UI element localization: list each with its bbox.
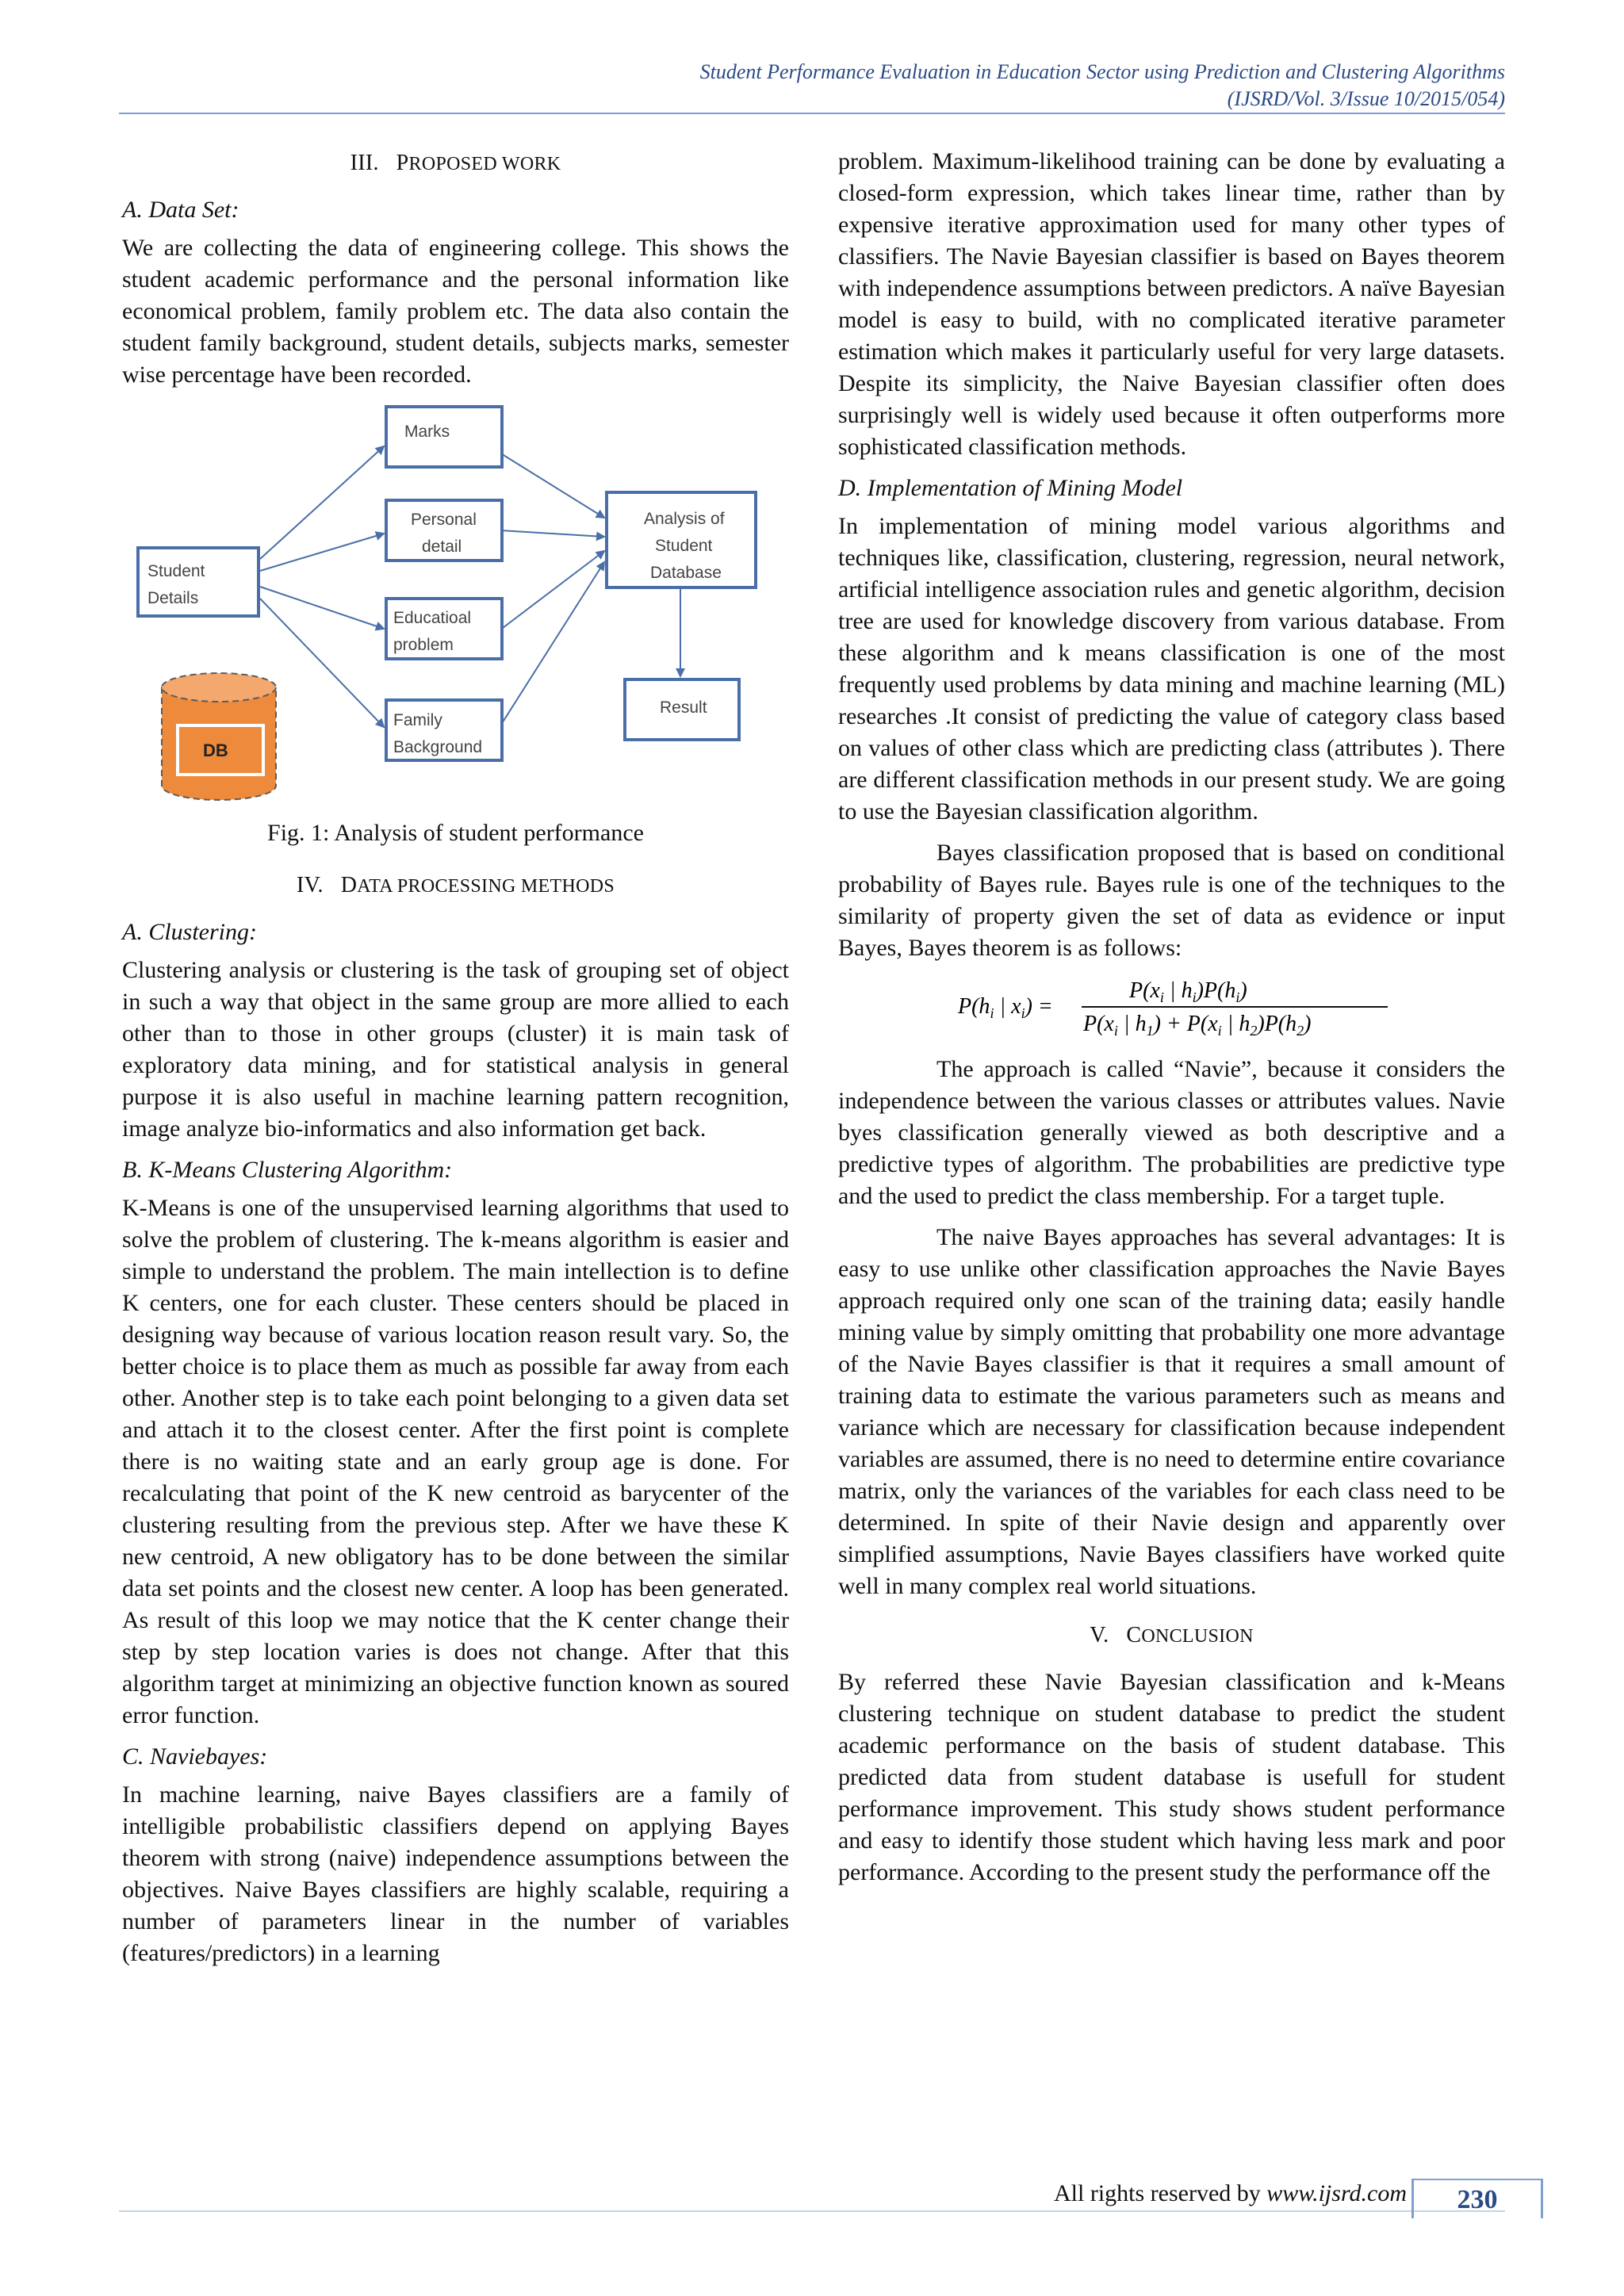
- svg-text:Personal: Personal: [411, 511, 477, 529]
- paragraph-naivebayes-continued: problem. Maximum-likelihood training can be done by evaluating a closed-form expression, which takes linear time, rather than by expensive iterative approximation used for many other types of classifiers. The Navie Bayesian classifier is based on Bayes theorem with independence assumptions between predictors. A naïve Bayesian model is easy to build, with no complicated iterative parameter estimation which makes it particularly useful for very large datasets. Despite its simplicity, the Naive Bayesian classifier often does surprisingly well is widely used because it often outperforms more sophisticated classification methods.: [838, 148, 1505, 460]
- running-header-issue: (IJSRD/Vol. 3/Issue 10/2015/054): [1227, 87, 1505, 110]
- section-heading-proposed-work: III. PROPOSED WORK: [350, 151, 561, 175]
- db-label: DB: [203, 740, 228, 760]
- svg-text:Analysis of: Analysis of: [644, 510, 725, 528]
- subheading-kmeans: B. K-Means Clustering Algorithm:: [122, 1157, 453, 1183]
- left-column: [122, 146, 789, 1979]
- paragraph-clustering: Clustering analysis or clustering is the task of grouping set of object in such a way that object in the same group are more allied to each other than to those in other groups (cluster) it is main task of exploratory data mining, and for statistical analysis in general purpose it is also useful in machine learning pattern recognition, image analyze bio-informatics and also information get back.: [122, 957, 789, 1142]
- paragraph-conclusion: By referred these Navie Bayesian classification and k-Means clustering technique on student database to predict the student academic performance on the basis of student database. This predicted data from student database is usefull for student performance improvement. This study shows student performance and easy to identify those student which having less mark and poor performance. According to the present study the performance off the: [838, 1669, 1505, 1885]
- db-cylinder-icon: [162, 673, 276, 800]
- figure-analysis-diagram: [122, 400, 789, 813]
- paragraph-implementation: In implementation of mining model various algorithms and techniques like, classification, clustering, regression, neural network, artificial intelligence association rules and genetic algorithm, decision tree are used for knowledge discovery from various database. From these algorithm and k means classification is one of the most frequently used problems by data mining and machine learning (ML) researches .It consist of predicting the value of category class based on values of other class which are predicting class (attributes ). There are different classification methods in our present study. We are going to use the Bayesian classification algorithm.: [838, 513, 1505, 825]
- svg-text:P(xi | hi)P(hi): $P(x_i$ | $h_i)P(h_i)$: [1128, 978, 1247, 1005]
- svg-text:Family: Family: [393, 711, 442, 729]
- paragraph-kmeans: K-Means is one of the unsupervised learning algorithms that used to solve the problem of clustering. The k-means algorithm is easier and simple to understand the problem. The main intellection is to define K centers, one for each cluster. These centers should be placed in designing way because of various location reason result vary. So, the better choice is to place them as much as possible far away from each other. Another step is to take each point belonging to a given data set and attach it to the closest center. After the first point is complete there is no waiting state and an early group age is done. For recalculating that point of the K new centroid as barycenter of the clustering resulting from the previous step. After we have these K new centroid, A new obligatory has to be done between the similar data set points and the closest new center. A loop has been generated. As result of this loop we may notice that the K center change their step by step location varies is does not change. After that this algorithm target at minimizing an objective function known as soured error function.: [122, 1195, 789, 1728]
- subheading-clustering: A. Clustering:: [122, 919, 257, 945]
- subheading-data-set: A. Data Set:: [122, 197, 239, 223]
- svg-text:Educatioal: Educatioal: [393, 609, 472, 627]
- svg-text:Details: Details: [147, 589, 199, 607]
- section-heading-data-processing: IV. DATA PROCESSING METHODS: [296, 873, 615, 897]
- svg-text:P(hi | xi) =: $P(h_i$ | $x_i$) =: [957, 994, 1053, 1021]
- running-header-title: Student Performance Evaluation in Education Sector using Prediction and Clustering Algorithms: [699, 60, 1505, 83]
- svg-text:problem: problem: [393, 636, 454, 654]
- page-number: 230: [1411, 2179, 1543, 2218]
- label-marks: Marks: [404, 423, 450, 441]
- svg-text:Student: Student: [655, 537, 713, 555]
- svg-text:detail: detail: [422, 538, 462, 556]
- right-column: [838, 146, 1505, 1898]
- footer-site-link[interactable]: www.ijsrd.com: [1266, 2180, 1407, 2206]
- paragraph-data-set: We are collecting the data of engineering college. This shows the student academic performance and the personal information like economical problem, family problem etc. The data also contain the student family background, student details, subjects marks, semester wise percentage have been recorded.: [122, 235, 789, 388]
- paragraph-naivebayes: In machine learning, naive Bayes classifiers are a family of intelligible probabilistic classifiers depend on applying Bayes theorem with strong (naive) independence assumptions between the objectives. Naive Bayes classifiers are highly scalable, requiring a number of parameters linear in the number of variables (features/predictors) in a learning: [122, 1781, 789, 1966]
- bayes-formula: [838, 974, 1505, 1046]
- svg-text:Database: Database: [650, 564, 722, 582]
- paragraph-bayes-rule: Bayes classification proposed that is based on conditional probability of Bayes rule. Bayes rule is one of the techniques to the similarity of property given the set of data as evidence or input Bayes, Bayes theorem is as follows:: [838, 840, 1505, 961]
- header-rule: [119, 113, 1505, 114]
- footer-rule: [119, 2210, 1505, 2212]
- svg-text:P(xi | h1) + P(xi | h2)P(h2): $P(x_i$ | $h_1) + P(x_i$ | $h_2)P(h_2)$: [1082, 1012, 1311, 1037]
- running-header: [700, 59, 1505, 113]
- svg-text:Student: Student: [147, 562, 205, 580]
- paragraph-naive-advantages: The naive Bayes approaches has several advantages: It is easy to use unlike other classification approaches the Navie Bayes approach required only one scan of the training data; easily handle mining value by simply omitting that probability one more advantage of the Navie Bayes classifier is that it requires a small amount of training data to estimate the various parameters such as means and variance which are necessary for classification because independent variables are assumed, there is no need to determine entire covariance matrix, only the variances of the variables for each class need to be determined. In spite of their Navie design and apparently over simplified assumptions, Navie Bayes classifiers have worked quite well in many complex real world situations.: [838, 1224, 1505, 1599]
- footer-copyright: All rights reserved by www.ijsrd.com: [1054, 2180, 1407, 2206]
- subheading-implementation: D. Implementation of Mining Model: [838, 475, 1183, 501]
- paragraph-navie-approach: The approach is called “Navie”, because it considers the independence between the various classes or attributes values. Navie byes classification generally viewed as both descriptive and a predictive types of algorithm. The probabilities are predictive type and the used to predict the class membership. For a target tuple.: [838, 1056, 1505, 1209]
- svg-text:Background: Background: [393, 738, 483, 756]
- section-heading-conclusion: V. CONCLUSION: [1090, 1623, 1254, 1647]
- svg-text:Result: Result: [660, 698, 707, 717]
- figure-caption: Fig. 1: Analysis of student performance: [267, 820, 644, 846]
- subheading-naivebayes: C. Naviebayes:: [122, 1743, 268, 1770]
